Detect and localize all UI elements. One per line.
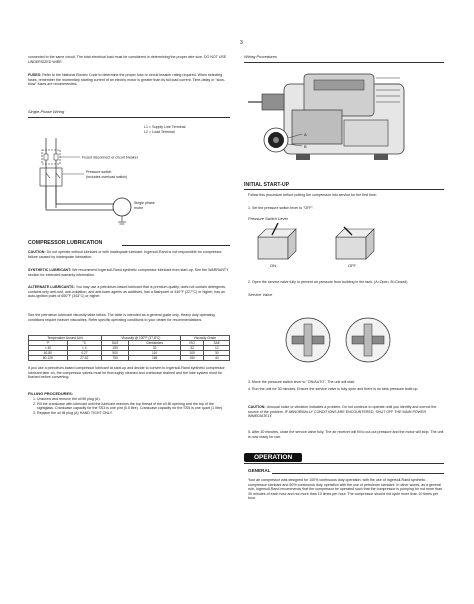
table-cell: 40	[204, 356, 230, 361]
table-subheader: °F	[29, 341, 68, 346]
table-header-row	[29, 336, 230, 341]
table-subheader: SAE	[204, 341, 230, 346]
table-cell: 100	[180, 351, 204, 356]
caution2-label: CAUTION:	[248, 405, 266, 409]
table-cell: 4-27	[67, 351, 101, 356]
figure-label-b: B	[304, 144, 307, 149]
pressure-switch-lever-figure	[248, 223, 398, 271]
startup-step-4-text: Run the unit for 30 minutes. Ensure the service valve is fully open and there is no tank pressure build up.	[252, 387, 419, 391]
table-cell: 165	[129, 356, 181, 361]
general-heading: GENERAL	[248, 468, 271, 473]
startup-step-1-text: Set the pressure switch lever to "OFF".	[252, 206, 314, 210]
switch-lubricant-paragraph: If you use a petroleum-based compressor lubricant at start-up and decide to convert to Ingersoll-Rand synthetic compressor lubricant later on, the compressor valves must be thoroughly cleaned and crankcase drained and the lube system must be flushed before converting.	[28, 366, 225, 379]
motor-label-line1: Single phase	[134, 201, 155, 205]
fuse-intro-paragraph: connected to the same circuit. The total electrical load must be considered in determining the proper wire size. DO NOT USE UNDERSIZED WIRE.	[28, 55, 227, 64]
table-subheader: SUS	[101, 341, 129, 346]
table-cell: 32	[129, 346, 181, 351]
startup-intro: Follow this procedure before putting the compressor into service for the first time:	[248, 193, 377, 197]
table-cell: 80-125	[29, 356, 68, 361]
table-cell: 150	[180, 356, 204, 361]
table-cell: 30	[204, 351, 230, 356]
initial-startup-heading: INITIAL START-UP	[244, 182, 290, 188]
pressure-switch-label: Pressure switch	[86, 170, 112, 174]
service-valve-title: Service Valve	[248, 292, 273, 297]
table-cell: 10	[204, 346, 230, 351]
supply-line-label: L1 = Supply Line Terminal	[144, 125, 186, 129]
fused-disconnect-label: Fused disconnect or circuit breaker	[82, 155, 138, 160]
compressor-wiring-figure	[244, 64, 444, 176]
table-cell: < 40	[29, 346, 68, 351]
startup-caution	[248, 405, 444, 419]
table-header: Viscosity @ 100°F (37.8°C)	[101, 336, 180, 341]
load-terminal-label: L2 = Load Terminal	[144, 130, 175, 134]
lubrication-caution	[28, 250, 230, 259]
caution-label: CAUTION:	[28, 250, 46, 254]
startup-step-3-text: Move the pressure switch lever to "ON/AUTO". The unit will start.	[252, 380, 356, 384]
wiring-procedures-title: Wiring Procedures	[244, 54, 277, 59]
table-header: Viscosity Grade	[180, 336, 229, 341]
table-cell: 750	[101, 356, 129, 361]
table-cell: 150	[101, 346, 129, 351]
startup-step-2: 2. Open the service valve fully to prevent air pressure from building in the tank. (A=Open, B=Closed)	[248, 280, 408, 284]
operation-banner: OPERATION	[244, 453, 302, 462]
initial-startup-rule	[244, 189, 444, 190]
compressor-lubrication-heading: COMPRESSOR LUBRICATION	[28, 240, 103, 246]
synthetic-label: SYNTHETIC LUBRICANT:	[28, 268, 72, 272]
alternate-lubricants-paragraph	[28, 285, 230, 299]
table-cell: 32	[180, 346, 204, 351]
lever-on-label: ON	[270, 263, 276, 268]
lubrication-rule	[122, 245, 230, 246]
pressure-switch-sublabel: (includes overload switch)	[86, 175, 128, 179]
startup-step-2-text: Open the service valve fully to prevent air pressure from building in the tank. (A=Open, B=Closed)	[252, 280, 408, 284]
single-phase-wiring-diagram	[28, 118, 230, 230]
general-rule	[272, 473, 444, 474]
table-subheader: Centistokes	[129, 341, 181, 346]
motor-label-line2: motor	[134, 206, 144, 210]
table-subheader: ISO	[180, 341, 204, 346]
fuses-text: Refer to the National Electric Code to determine the proper fuse or circuit breaker rating required. When selecting fuses, remember the momentary starting current of an electric motor is greater than its full load current. Time-delay or "slow-blow" fuses are recommended.	[28, 73, 226, 86]
figure-label-a: A	[304, 132, 307, 137]
list-item: 2. Fill the crankcase with lubricant until the lubricant reaches the top thread of the oil fill opening and the top of the sightglass. Crankcase capacity for the SS3 is one pint (0.5 litre). Crankcase capacity for the SS5 is one quart (1 litre).	[37, 402, 230, 411]
list-item: 3. Replace the oil fill plug (A) HAND TIGHT ONLY.	[37, 411, 230, 416]
table-cell: 27-52	[67, 356, 101, 361]
startup-step-1: 1. Set the pressure switch lever to "OFF".	[248, 206, 314, 210]
synthetic-lubricant-paragraph	[28, 268, 230, 277]
startup-step-3: 3. Move the pressure switch lever to "ON/AUTO". The unit will start.	[248, 380, 356, 384]
table-cell: 110	[129, 351, 181, 356]
viscosity-paragraph: See the petroleum lubricant viscosity table below. The table is intended as a general guide only. Heavy duty operating conditions require heavier viscosities. Refer specific operating conditions to your dealer for recommendations.	[28, 313, 215, 322]
filling-procedures-title: FILLING PROCEDURES:	[28, 391, 73, 396]
table-header: Temperature Around Unit	[29, 336, 102, 341]
table-cell: 40-80	[29, 351, 68, 356]
caution-text: Do not operate without lubricant or with inadequate lubricant. Ingersoll-Rand is not responsible for compressor failure caused by inadequate lubrication.	[28, 250, 222, 259]
synthetic-text: We recommend Ingersoll-Rand synthetic compressor lubricant from start-up. See the WARRANTY section for extended warranty information.	[28, 268, 229, 277]
pressure-switch-lever-title: Pressure Switch Lever	[248, 216, 289, 221]
lever-off-label: OFF	[348, 263, 356, 268]
alternate-label: ALTERNATE LUBRICANTS:	[28, 285, 75, 289]
operation-rule	[244, 463, 444, 464]
single-phase-wiring-title: Single-Phase Wiring	[28, 109, 65, 114]
table-cell: < 4	[67, 346, 101, 351]
alternate-text: You may use a petroleum-based lubricant that is premium quality, does not contain detergents, contains only anti-rust, anti-oxidation, and anti-foam agents as additives, has a flashpoint of 440°F (227°C) or higher, has an auto-ignition point of 650°F (343°C) or higher.	[28, 285, 226, 298]
page-number: 3	[240, 40, 243, 46]
fuses-label: FUSES:	[28, 73, 42, 77]
service-valve-figure	[248, 300, 438, 378]
filling-steps	[28, 397, 230, 415]
table-cell: 500	[101, 351, 129, 356]
wiring-procedures-rule	[244, 62, 444, 63]
viscosity-table	[28, 335, 230, 361]
startup-step-4: 4. Run the unit for 30 minutes. Ensure the service valve is fully open and there is no tank pressure build up.	[248, 387, 419, 391]
fuses-paragraph	[28, 73, 230, 87]
table-row	[29, 356, 230, 361]
startup-step-5: 5. After 30 minutes, close the service valve fully. The air receiver will fill to cut-out pressure and the motor will stop. The unit is now ready for use.	[248, 430, 444, 439]
list-item: 1. Unscrew and remove the oil fill plug (A).	[37, 397, 230, 402]
caution2-text: Unusual noise or vibration indicates a problem. Do not continue to operate until you identify and correct the source of the problem. IF ABNORMALLY CONDITIONS ARE ENCOUNTERED, SHUT OFF THE MAIN POWER IMMEDIATELY.	[248, 405, 437, 418]
general-paragraph: Your air compressor was designed for 100% continuous duty operation, with the use of Ingersoll-Rand synthetic compressor lubricant and 50% continuous duty operation with the use of petroleum lubricant. In other words, as a general rule, Ingersoll-Rand recommends that the compressor be operated such that the compressor is pumping for not more than 30 minutes of each hour and not more than 10 times per hour. The compressor should not cycle more than 10 times per hour.	[248, 478, 443, 500]
startup-step-5-text: After 30 minutes, close the service valve fully. The air receiver will fill to cut-out pressure and the motor will stop. The unit is now ready for use.	[248, 430, 444, 439]
filling-steps-list	[28, 397, 230, 415]
table-subheader: °C	[67, 341, 101, 346]
